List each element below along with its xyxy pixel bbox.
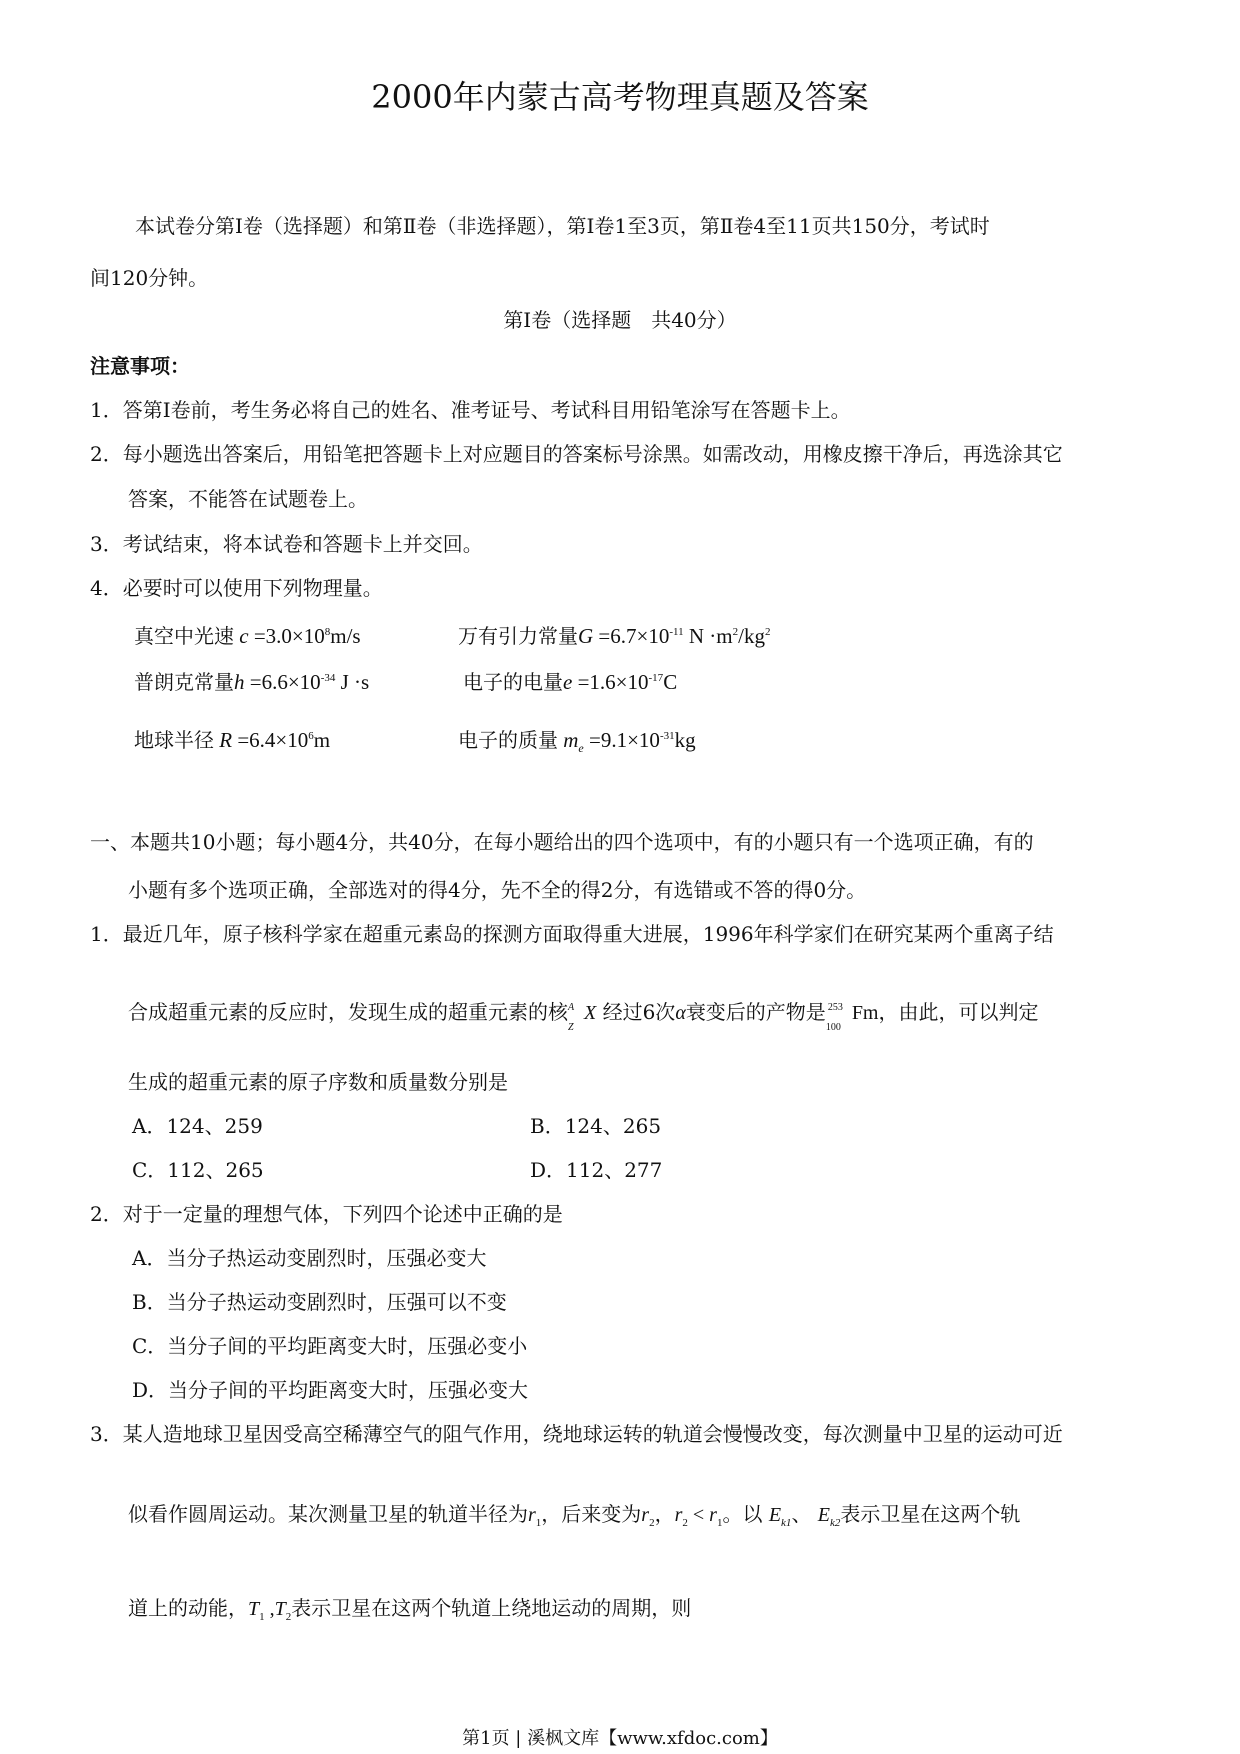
constant-electron-charge: 电子的电量$e =1.6\times 10^{-17}C$ xyxy=(463,670,678,694)
question-2-option-c: C．当分子间的平均距离变大时，压强必变小 xyxy=(132,1334,528,1358)
part1-instructions: 一、本题共10小题；每小题4分，共40分，在每小题给出的四个选项中，有的小题只有一个选项正确，有的 xyxy=(90,830,1034,854)
question-1-option-a: A．124、259 xyxy=(132,1114,263,1138)
note-item-2-cont: 答案，不能答在试题卷上。 xyxy=(128,487,368,511)
notes-heading: 注意事项： xyxy=(90,354,190,378)
question-3-stem: 3．某人造地球卫星因受高空稀薄空气的阻气作用，绕地球运转的轨道会慢慢改变，每次测量中卫星的运动可近 xyxy=(90,1422,1063,1446)
intro-line-1: 本试卷分第Ⅰ卷（选择题）和第Ⅱ卷（非选择题），第Ⅰ卷1至3页，第Ⅱ卷4至11页共150分，考试时 xyxy=(135,214,990,238)
question-2-option-d: D．当分子间的平均距离变大时，压强必变大 xyxy=(132,1378,529,1402)
question-2-stem: 2．对于一定量的理想气体，下列四个论述中正确的是 xyxy=(90,1202,563,1226)
question-2-option-a: A．当分子热运动变剧烈时，压强必变大 xyxy=(132,1246,487,1270)
question-2-option-b: B．当分子热运动变剧烈时，压强可以不变 xyxy=(132,1290,507,1314)
note-item-2: 2．每小题选出答案后，用铅笔把答题卡上对应题目的答案标号涂黑。如需改动，用橡皮擦干净后，再选涂其它 xyxy=(90,442,1063,466)
page-title: 2000年内蒙古高考物理真题及答案 xyxy=(371,78,869,116)
constant-light-speed: 真空中光速 $c =3.0\times 10^8m/s$ xyxy=(134,624,361,648)
question-1-option-b: B．124、265 xyxy=(530,1114,662,1138)
page-footer: 第1页 | 溪枫文库【www.xfdoc.com】 xyxy=(462,1728,778,1749)
question-1-option-d: D．112、277 xyxy=(530,1158,663,1182)
question-1-option-c: C．112、265 xyxy=(132,1158,264,1182)
section-heading: 第Ⅰ卷（选择题 共40分） xyxy=(503,308,737,332)
constant-electron-mass: 电子的质量 $m_e =9.1\times 10^{-31}kg$ xyxy=(458,728,696,756)
part1-instructions-cont: 小题有多个选项正确，全部选对的得4分，先不全的得2分，有选错或不答的得0分。 xyxy=(128,878,867,902)
note-item-1: 1．答第Ⅰ卷前，考生务必将自己的姓名、准考证号、考试科目用铅笔涂写在答题卡上。 xyxy=(90,398,851,422)
note-item-3: 3．考试结束，将本试卷和答题卡上并交回。 xyxy=(90,532,483,556)
question-1-stem: 1．最近几年，原子核科学家在超重元素岛的探测方面取得重大进展，1996年科学家们在研究某两个重离子结 xyxy=(90,922,1054,946)
nuclide-notation: A Z xyxy=(568,1001,575,1033)
question-1-stem-line-3: 生成的超重元素的原子序数和质量数分别是 xyxy=(128,1070,508,1094)
intro-line-2: 间120分钟。 xyxy=(90,266,209,290)
constant-earth-radius: 地球半径 $R =6.4\times 10^6m$ xyxy=(134,728,331,752)
question-3-stem-line-3: 道上的动能，$T_1$ $,T_2$表示卫星在这两个轨道上绕地运动的周期，则 xyxy=(128,1596,692,1623)
constant-planck: 普朗克常量$h =6.6\times 10^{-34}$ J ·s xyxy=(134,670,370,694)
question-3-stem-line-2: 似看作圆周运动。某次测量卫星的轨道半径为$r_1$，后来变为$r_2$，$r_2 < r_1$。以 $E_{k1}$、 $E_{k2}$表示卫星在这两个轨 xyxy=(128,1502,1021,1529)
constant-gravitation: 万有引力常量$G =6.7\times 10^{-11}$ $N \cdot m^2/kg^2$ xyxy=(458,624,771,648)
question-1-stem-line-2: 合成超重元素的反应时，发现生成的超重元素的核 A Z X 经过6次α衰变后的产物是 253 100 Fm，由此，可以判定 xyxy=(128,1000,1039,1033)
note-item-4: 4．必要时可以使用下列物理量。 xyxy=(90,576,383,600)
fermium-notation: 253 100 xyxy=(825,1001,843,1033)
